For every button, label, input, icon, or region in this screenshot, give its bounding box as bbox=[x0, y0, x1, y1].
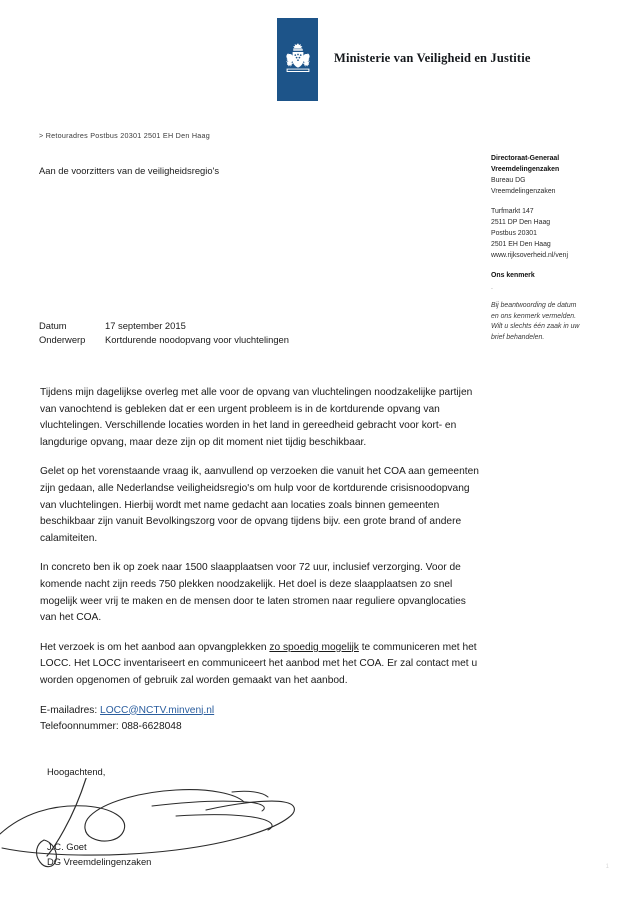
date-label: Datum bbox=[39, 320, 67, 331]
email-label: E-mailadres: bbox=[40, 704, 98, 716]
bureau-line-2: Vreemdelingenzaken bbox=[491, 188, 556, 195]
reference-note-line-4: brief behandelen. bbox=[491, 333, 545, 341]
signer-title: DG Vreemdelingenzaken bbox=[47, 855, 152, 867]
page-number: 1 bbox=[605, 864, 609, 870]
body-paragraph-4-part-1: Het verzoek is om het aanbod aan opvangplekken bbox=[40, 641, 270, 653]
email-row bbox=[40, 703, 480, 720]
subject-label: Onderwerp bbox=[39, 334, 86, 345]
reference-note-line-1: Bij beantwoording de datum bbox=[491, 302, 577, 309]
letterhead bbox=[277, 18, 531, 101]
directorate-block bbox=[491, 153, 615, 197]
directorate-line-1: Directoraat-Generaal bbox=[491, 155, 560, 162]
body-paragraph-2: Gelet op het vorenstaande vraag ik, aanvullend op verzoeken die vanuit het COA aan gemeenten zijn gedaan, alle Nederlandse veiligheidsregio's om hulp voor de kortdurende crisisnoodopvang van vluchtelingen. Hierbij wordt met name gedacht aan locaties zoals binnen gemeenten beschikbaar zijn vanuit Bevolkingszorg voor de opvang tijdens bijv. een grote brand of andere calamiteiten. bbox=[40, 466, 479, 544]
body-paragraph-3: In concreto ben ik op zoek naar 1500 slaapplaatsen voor 72 uur, inclusief verzorging. Voor de komende nacht zijn reeds 750 plekken noodzakelijk. Het doel is deze slaapplaatsen zo snel mogelijk weer vrij te maken en de mensen door te laten stromen naar reguliere opvanglocaties van het COA. bbox=[40, 562, 466, 624]
letter-fields bbox=[39, 319, 289, 347]
return-address: > Retouradres Postbus 20301 2501 EH Den Haag bbox=[39, 131, 211, 140]
sender-meta-column bbox=[491, 153, 615, 343]
contact-details bbox=[40, 703, 480, 736]
date-row bbox=[39, 319, 289, 333]
directorate-line-2: Vreemdelingenzaken bbox=[491, 166, 560, 173]
signer-block bbox=[47, 840, 151, 869]
website-url[interactable]: www.rijksoverheid.nl/venj bbox=[491, 252, 568, 259]
letter-body bbox=[40, 385, 480, 736]
postal-address-block bbox=[491, 206, 615, 261]
reference-block bbox=[491, 270, 615, 343]
po-box: Postbus 20301 bbox=[491, 230, 537, 237]
subject-row bbox=[39, 333, 289, 347]
reference-label: Ons kenmerk bbox=[491, 272, 535, 279]
bureau-line-1: Bureau DG bbox=[491, 177, 526, 184]
reference-value: . bbox=[491, 284, 493, 291]
ministry-name: Ministerie van Veiligheid en Justitie bbox=[334, 51, 531, 65]
rijksoverheid-logo-bar bbox=[277, 18, 318, 101]
body-paragraph-4-part-2: te communiceren met het LOCC. Het LOCC inventariseert en communiceert het aanbod met het COA. Er zal contact met u worden opgenomen of gebruik zal worden gemaakt van het aanbod. bbox=[40, 641, 478, 686]
reference-note-line-2: en ons kenmerk vermelden. bbox=[491, 312, 577, 320]
reference-note-line-3: Wilt u slechts één zaak in uw bbox=[491, 323, 580, 330]
phone-value: 088-6628048 bbox=[121, 721, 182, 733]
phone-label: Telefoonnummer: bbox=[40, 721, 119, 733]
street-address: Turfmarkt 147 bbox=[491, 208, 534, 215]
body-paragraph-1: Tijdens mijn dagelijkse overleg met alle voor de opvang van vluchtelingen noodzakelijke partijen van vanochtend is gebleken dat er een urgent probleem is in de kortdurende opvang van vluchtelingen. Verschillende locaties worden in het land in gereedheid gebracht voor kort- en langdurige opvang, maar deze zijn op dit moment niet tijdig beschikbaar. bbox=[40, 387, 473, 448]
signer-name: J.C. Goet bbox=[47, 841, 87, 852]
closing-salutation: Hoogachtend, bbox=[47, 766, 106, 777]
date-value: 17 september 2015 bbox=[105, 320, 186, 331]
reference-note bbox=[491, 301, 615, 343]
dutch-royal-coat-of-arms-icon bbox=[281, 41, 315, 79]
body-paragraph-4-emphasis: zo spoedig mogelijk bbox=[269, 641, 359, 653]
addressee-line: Aan de voorzitters van de veiligheidsregio's bbox=[39, 165, 220, 176]
phone-row bbox=[40, 719, 480, 736]
body-paragraph-4 bbox=[40, 640, 480, 690]
postcode-city: 2511 DP Den Haag bbox=[491, 219, 551, 226]
email-link[interactable]: LOCC@NCTV.minvenj.nl bbox=[100, 704, 215, 716]
po-box-postcode-city: 2501 EH Den Haag bbox=[491, 241, 551, 248]
subject-value: Kortdurende noodopvang voor vluchtelingen bbox=[105, 334, 289, 345]
